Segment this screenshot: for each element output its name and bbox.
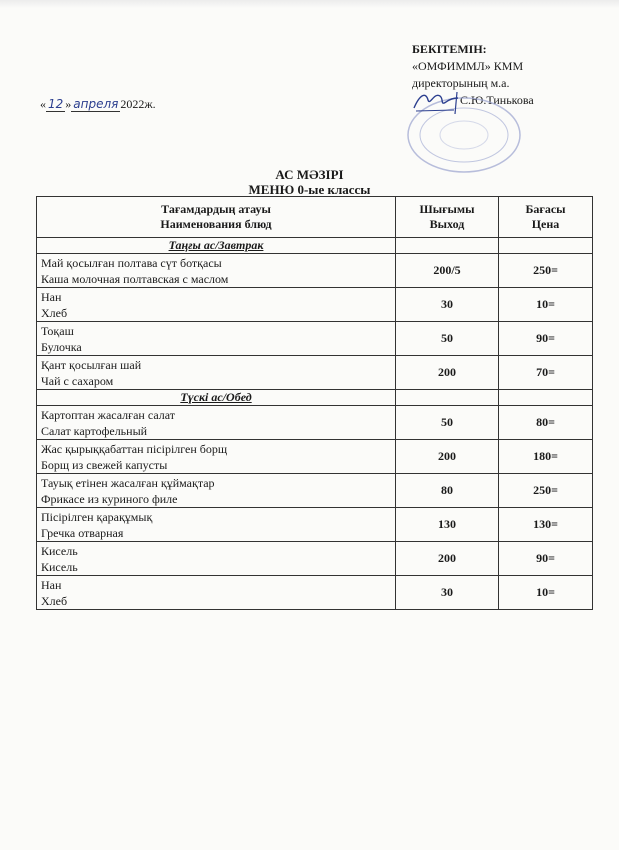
approval-org: «ОМФИММЛ» КММ [412,59,524,73]
dish-name-ru: Чай с сахаром [41,373,114,388]
section-label: Түскі ас/Обед [37,390,396,406]
table-row [37,288,593,322]
approval-title: БЕКІТЕМІН: [412,42,487,56]
dish-name-kz: Картоптан жасалған салат [41,407,175,422]
dish-price: 180= [499,440,593,474]
dish-name-kz: Нан [41,289,62,304]
header-price [499,197,593,238]
table-row [37,254,593,288]
dish-output: 30 [396,288,499,322]
section-row-lunch [37,390,593,406]
signature-icon [410,86,460,116]
dish-name-kz: Пісірілген қарақұмық [41,509,153,524]
dish-name-ru: Гречка отварная [41,525,124,540]
header-dish-name-kz: Тағамдардың атауы [161,202,271,216]
dish-name-ru: Каша молочная полтавская с маслом [41,271,229,286]
dish-output: 30 [396,576,499,610]
page-top-edge [0,0,619,8]
section-row-breakfast [37,238,593,254]
dish-price: 250= [499,474,593,508]
dish-name-kz: Жас қырыққабаттан пісірілген борщ [41,441,228,456]
table-header-row [37,197,593,238]
dish-name-ru: Хлеб [41,593,68,608]
dish-price: 250= [499,254,593,288]
dish-name-kz: Нан [41,577,62,592]
dish-name-kz: Тоқаш [41,323,74,338]
dish-name-kz: Май қосылған полтава сүт ботқасы [41,255,222,270]
table-row [37,576,593,610]
date-open-quote: « [40,97,46,111]
dish-name-ru: Хлеб [41,305,68,320]
dish-name-kz: Қант қосылған шай [41,357,142,372]
dish-output: 130 [396,508,499,542]
dish-output: 200 [396,440,499,474]
table-row [37,440,593,474]
header-dish-name [37,197,396,238]
menu-title-kz: АС МӘЗІРІ [275,167,344,182]
table-row [37,406,593,440]
date-month: апреля [73,97,119,111]
table-row [37,322,593,356]
dish-name-ru: Фрикасе из куриного филе [41,491,178,506]
table-row [37,508,593,542]
approval-signer: С.Ю.Тинькова [460,93,534,107]
dish-name-kz: Тауық етінен жасалған құймақтар [41,475,215,490]
date-year: 2022ж. [120,97,156,111]
header-output-ru: Выход [429,217,465,231]
dish-price: 10= [499,576,593,610]
dish-price: 130= [499,508,593,542]
section-label: Таңғы ас/Завтрак [37,238,396,254]
dish-price: 90= [499,322,593,356]
date-day: 12 [48,97,64,111]
approval-position: директорының м.а. [412,76,510,90]
dish-price: 70= [499,356,593,390]
dish-price: 80= [499,406,593,440]
header-price-kz: Бағасы [525,202,566,216]
dish-name-ru: Борщ из свежей капусты [41,457,168,472]
dish-price: 90= [499,542,593,576]
table-row [37,356,593,390]
dish-output: 50 [396,322,499,356]
dish-name-ru: Салат картофельный [41,423,148,438]
menu-table [36,196,593,610]
dish-name-ru: Кисель [41,559,78,574]
header-price-ru: Цена [531,217,560,231]
header-output-kz: Шығымы [419,202,475,216]
dish-output: 200/5 [396,254,499,288]
menu-title-ru: МЕНЮ 0-ые классы [248,182,371,197]
header-dish-name-ru: Наименования блюд [160,217,272,231]
date-close-quote: » [65,97,72,111]
dish-price: 10= [499,288,593,322]
dish-output: 50 [396,406,499,440]
table-row [37,542,593,576]
dish-output: 80 [396,474,499,508]
header-output [396,197,499,238]
dish-output: 200 [396,356,499,390]
document-date [40,97,156,112]
dish-name-ru: Булочка [41,339,82,354]
dish-output: 200 [396,542,499,576]
dish-name-kz: Кисель [41,543,78,558]
table-row [37,474,593,508]
